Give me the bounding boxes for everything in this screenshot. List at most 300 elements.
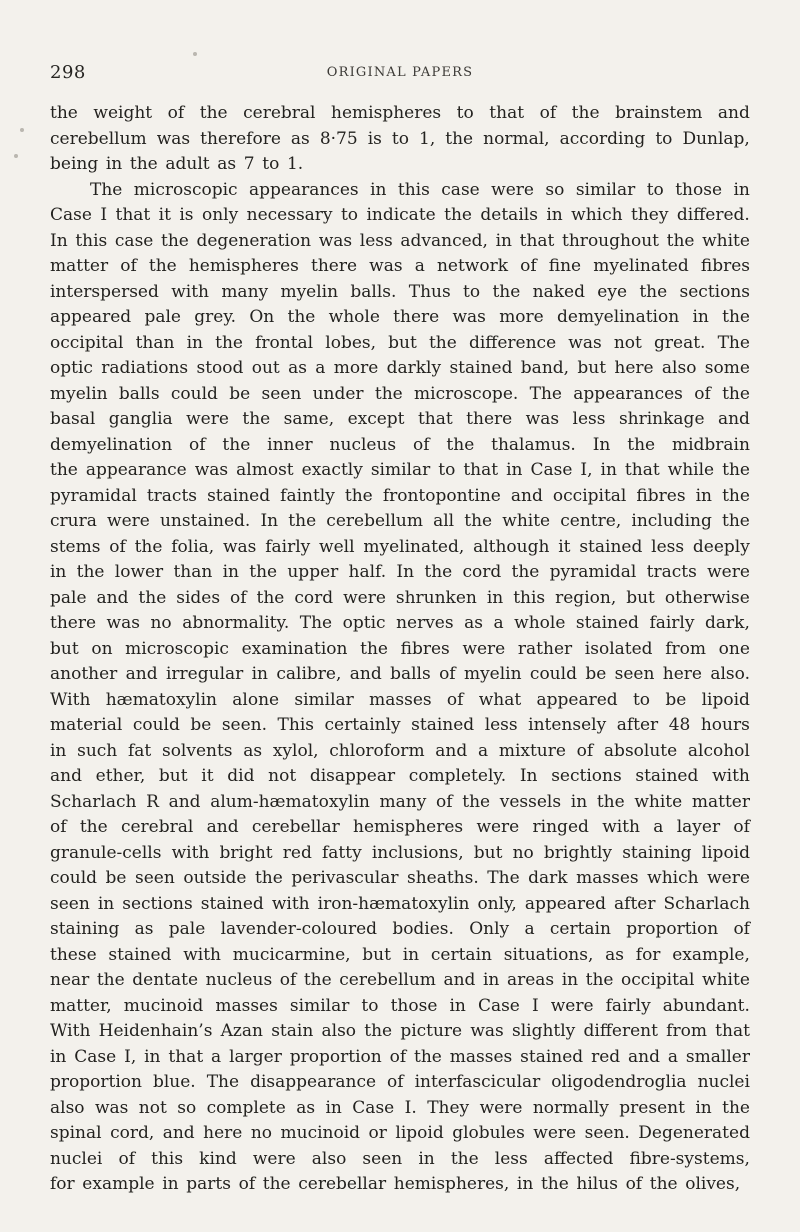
word: darkly <box>386 358 442 378</box>
word: The <box>299 613 333 633</box>
word: of <box>694 383 711 404</box>
word: certainly <box>324 715 401 735</box>
word: although <box>473 536 550 557</box>
word: hemispheres <box>188 256 299 276</box>
word: With <box>50 1021 91 1041</box>
word: be <box>105 868 127 888</box>
word: Case <box>477 995 520 1016</box>
text-line <box>50 892 750 918</box>
word: 7 <box>243 154 255 174</box>
word: from <box>666 1021 707 1041</box>
text-line <box>50 917 750 943</box>
word: the <box>249 562 278 582</box>
scan-speck <box>20 128 24 132</box>
word: In <box>260 511 279 531</box>
word: or <box>368 1123 387 1143</box>
word: sections <box>551 766 622 786</box>
word: proportion <box>50 1072 142 1092</box>
word: also <box>321 1021 357 1041</box>
word: and <box>443 970 476 990</box>
word: of <box>50 817 67 837</box>
word: They <box>427 1097 470 1118</box>
word: the <box>462 791 491 812</box>
word: as <box>605 944 625 965</box>
word: could <box>170 383 218 404</box>
word: sections <box>679 281 750 302</box>
word: the <box>571 103 600 123</box>
word: in <box>506 460 523 480</box>
word: also. <box>710 664 750 684</box>
word: 48 <box>668 715 691 735</box>
word: well <box>319 536 355 557</box>
word: mixture <box>498 740 566 761</box>
word: isolated <box>584 638 653 659</box>
word: with <box>171 842 210 863</box>
word: This <box>277 715 314 735</box>
word: and <box>162 1123 195 1143</box>
word: larger <box>229 1046 282 1067</box>
word: crura <box>50 511 97 531</box>
word: the <box>288 511 317 531</box>
text-line <box>50 509 750 535</box>
text-line <box>50 203 750 229</box>
word: in <box>144 1046 161 1067</box>
word: in <box>251 664 269 684</box>
word: myelin <box>463 664 522 684</box>
word: normal, <box>483 128 550 149</box>
word: also <box>50 1097 85 1118</box>
word: here <box>662 664 702 684</box>
word: but <box>362 944 391 965</box>
word: less <box>359 230 393 251</box>
word: also <box>661 358 697 378</box>
word: Scharlach <box>663 893 750 914</box>
text-line <box>50 1172 750 1198</box>
word: hæmatoxylin <box>105 689 217 710</box>
word: cerebellar <box>251 817 340 837</box>
word: a <box>524 919 535 939</box>
word: shrunken <box>395 587 477 608</box>
word: fairly <box>605 995 651 1016</box>
word: picture <box>400 1021 463 1041</box>
word: there <box>393 307 440 327</box>
text-line <box>50 688 750 714</box>
word: that <box>115 205 151 225</box>
word: folia, <box>171 536 215 557</box>
word: cerebral <box>243 103 316 123</box>
word: such <box>77 740 118 761</box>
word: not <box>613 332 642 353</box>
word: and <box>96 587 129 608</box>
word: more <box>333 358 379 378</box>
word: present <box>619 1097 685 1118</box>
word: and <box>435 740 468 761</box>
word: chloroform <box>329 740 425 761</box>
word: the <box>148 256 177 276</box>
word: seen <box>135 868 175 888</box>
word: in <box>449 995 466 1016</box>
word: completely. <box>408 766 507 786</box>
word: appearances <box>573 383 683 404</box>
word: pale <box>168 919 206 939</box>
word: a <box>211 1046 222 1067</box>
word: material <box>50 715 123 735</box>
text-line <box>50 101 750 127</box>
word: the <box>540 1174 569 1194</box>
word: tracts <box>646 562 697 582</box>
word: proportion <box>626 919 719 939</box>
word: a <box>315 358 326 378</box>
word: the <box>129 154 158 174</box>
word: stained <box>520 1046 584 1067</box>
word: masses <box>449 1046 513 1067</box>
word: the <box>199 103 228 123</box>
word: disappearance <box>250 1072 377 1092</box>
word: but <box>388 332 417 353</box>
word: so <box>545 179 565 200</box>
word: vessels <box>499 791 562 812</box>
word: to <box>391 128 409 149</box>
word: lipoid <box>395 1123 444 1143</box>
word: the <box>222 434 251 455</box>
word: slightly <box>511 1021 576 1041</box>
word: only <box>201 205 239 225</box>
word: than <box>135 332 175 353</box>
word: Dunlap, <box>682 128 750 149</box>
word: more <box>499 307 544 327</box>
word: the <box>50 103 78 123</box>
word: sides <box>176 587 221 608</box>
word: stained <box>449 358 513 378</box>
word: of <box>413 434 430 455</box>
word: in <box>482 970 500 990</box>
word: the <box>722 511 750 531</box>
word: outside <box>183 868 247 888</box>
word: radiations <box>101 358 189 378</box>
word: from <box>665 638 706 659</box>
word: blue. <box>152 1072 196 1092</box>
word: normally <box>532 1097 609 1118</box>
word: appeared <box>524 893 607 914</box>
word: the <box>79 817 108 837</box>
word: ganglia <box>108 409 173 429</box>
text-line <box>50 433 750 459</box>
text-line <box>50 560 750 586</box>
word: was <box>525 409 560 429</box>
word: in <box>733 179 750 200</box>
word: On <box>249 307 275 327</box>
word: Thus <box>408 281 451 302</box>
word: fibre-systems, <box>629 1148 750 1169</box>
word: in <box>486 587 504 608</box>
word: differed. <box>676 205 750 225</box>
word: eye <box>597 281 628 302</box>
word: matter <box>50 256 109 276</box>
word: demyelination <box>50 434 173 455</box>
word: Case <box>530 460 573 480</box>
body-text <box>50 101 750 1198</box>
word: fibres <box>400 638 450 659</box>
word: in <box>516 1174 534 1194</box>
text-line <box>50 229 750 255</box>
word: in <box>325 1097 342 1118</box>
text-line <box>50 586 750 612</box>
word: naked <box>532 281 585 302</box>
word: optic <box>50 358 93 378</box>
word: were <box>707 868 750 888</box>
word: complete <box>206 1097 286 1118</box>
word: the <box>424 562 453 582</box>
word: in <box>495 230 512 251</box>
word: In <box>592 434 611 455</box>
word: myelin <box>280 281 339 302</box>
word: the <box>256 587 285 608</box>
word: globules <box>452 1123 525 1143</box>
word: xylol, <box>272 740 319 761</box>
word: near <box>50 970 90 990</box>
word: case <box>441 179 480 200</box>
word: shrinkage <box>618 409 705 429</box>
running-head: ORIGINAL PAPERS <box>326 65 474 80</box>
word: the <box>262 1174 291 1194</box>
word: were <box>491 179 534 200</box>
word: frontal <box>255 332 314 353</box>
word: is <box>179 205 194 225</box>
word: in <box>402 944 420 965</box>
word: half. <box>348 562 387 582</box>
word: what <box>478 689 522 710</box>
word: to <box>340 205 359 225</box>
word: which <box>647 868 699 888</box>
word: the <box>76 562 105 582</box>
text-line <box>50 943 750 969</box>
word: was <box>222 536 257 557</box>
word: a <box>414 256 425 276</box>
word: I, <box>124 1046 137 1067</box>
word: similar <box>289 995 350 1016</box>
word: matter <box>691 791 750 812</box>
text-line <box>50 305 750 331</box>
word: in <box>695 485 713 506</box>
word: granule-cells <box>50 842 162 863</box>
word: mucinoid <box>123 995 204 1016</box>
word: 8·75 <box>319 128 358 149</box>
word: myelinated, <box>363 536 465 557</box>
word: affected <box>543 1148 614 1169</box>
word: the <box>242 409 271 429</box>
word: stained <box>635 766 699 786</box>
word: was <box>318 230 353 251</box>
word: advanced, <box>400 230 488 251</box>
word: as <box>290 128 310 149</box>
word: nuclei <box>50 1148 103 1169</box>
word: stained <box>575 613 639 633</box>
word: exactly <box>301 460 363 480</box>
text-line <box>50 1045 750 1071</box>
word: fibres <box>700 256 750 276</box>
word: the <box>446 434 475 455</box>
word: sections <box>122 893 193 914</box>
word: faintly <box>280 485 335 506</box>
word: to <box>463 281 481 302</box>
word: appearances <box>249 179 359 200</box>
word: to <box>262 154 280 174</box>
text-line <box>50 739 750 765</box>
word: the <box>360 638 388 659</box>
word: 1, <box>419 128 436 149</box>
word: were <box>252 1148 296 1169</box>
word: of <box>625 1174 643 1194</box>
word: brainstem <box>615 103 703 123</box>
word: similar <box>370 460 431 480</box>
word: many <box>221 281 269 302</box>
word: same, <box>283 409 335 429</box>
text-line <box>50 1121 750 1147</box>
word: so <box>177 1097 197 1118</box>
word: after <box>616 715 659 735</box>
word: thalamus. <box>491 434 576 455</box>
word: on <box>91 638 113 659</box>
word: fatty <box>322 842 362 863</box>
word: difference <box>468 332 557 353</box>
word: and <box>717 103 750 123</box>
word: were <box>186 409 229 429</box>
word: stained <box>411 715 475 735</box>
word: layer <box>676 817 721 837</box>
word: parts <box>186 1174 231 1194</box>
word: the <box>639 281 668 302</box>
word: oligodendroglia <box>551 1072 687 1092</box>
word: Degenerated <box>638 1123 750 1143</box>
word: less <box>484 715 518 735</box>
word: With <box>50 689 91 710</box>
word: here <box>614 358 654 378</box>
word: lavender-coloured <box>220 919 378 939</box>
word: hours <box>700 715 750 735</box>
word: The <box>90 179 123 200</box>
word: therefore <box>200 128 281 149</box>
word: the <box>254 868 283 888</box>
word: perivascular <box>291 868 399 888</box>
word: one <box>718 638 750 659</box>
word: of <box>446 689 464 710</box>
word: were <box>550 995 594 1016</box>
word: midbrain <box>671 434 750 455</box>
word: while <box>667 460 715 480</box>
word: example, <box>672 944 750 965</box>
word: under <box>312 383 364 404</box>
word: Case <box>352 1097 395 1118</box>
word: many <box>379 791 427 812</box>
word: and <box>717 409 750 429</box>
word: in <box>692 307 709 327</box>
word: were <box>476 817 520 837</box>
text-line <box>50 458 750 484</box>
word: Heidenhain’s <box>98 1021 213 1041</box>
word: no <box>150 613 172 633</box>
word: whole <box>514 613 566 633</box>
text-line <box>50 713 750 739</box>
word: according <box>559 128 646 149</box>
word: that <box>417 409 453 429</box>
word: stained <box>207 485 271 506</box>
word: frontopontine <box>382 485 501 506</box>
word: and <box>125 664 158 684</box>
word: white <box>502 511 551 531</box>
word: cerebellum <box>339 970 436 990</box>
word: did <box>227 766 255 786</box>
word: the <box>374 383 403 404</box>
word: with <box>171 281 209 302</box>
word: the <box>428 332 457 353</box>
text-line <box>50 484 750 510</box>
word: grey. <box>194 307 237 327</box>
word: adult <box>165 154 210 174</box>
text-line <box>50 611 750 637</box>
word: region, <box>555 587 617 608</box>
word: of <box>120 256 137 276</box>
word: to <box>632 689 651 710</box>
word: but <box>577 358 607 378</box>
word: this <box>397 179 430 200</box>
word: balls <box>390 664 431 684</box>
word: to <box>361 995 379 1016</box>
word: the <box>649 1174 678 1194</box>
word: basal <box>50 409 96 429</box>
word: to <box>655 128 673 149</box>
word: fat <box>127 740 152 761</box>
word: were <box>479 1097 523 1118</box>
word: as <box>134 919 154 939</box>
word: unstained. <box>159 511 251 531</box>
word: the <box>344 485 373 506</box>
word: stained <box>108 944 172 965</box>
word: lower <box>114 562 164 582</box>
text-line <box>50 382 750 408</box>
word: this <box>151 1148 184 1169</box>
word: with <box>271 893 310 914</box>
word: out <box>251 358 280 378</box>
word: in <box>546 205 563 225</box>
word: of <box>167 103 185 123</box>
word: Scharlach <box>50 791 137 812</box>
word: abnormality. <box>182 613 290 633</box>
page-header <box>50 62 750 82</box>
word: nerves <box>396 613 454 633</box>
word: there <box>311 256 358 276</box>
word: could <box>529 664 577 684</box>
word: but <box>158 766 188 786</box>
word: solvents <box>161 740 233 761</box>
word: deeply <box>692 536 750 557</box>
word: band, <box>520 358 570 378</box>
word: that <box>168 1046 204 1067</box>
text-line <box>50 1070 750 1096</box>
word: of <box>436 791 453 812</box>
word: was <box>568 332 602 353</box>
word: fairly <box>649 613 695 633</box>
word: masses <box>369 689 432 710</box>
word: for <box>50 1174 75 1194</box>
word: seen <box>362 1148 403 1169</box>
word: seen. <box>221 715 268 735</box>
word: stain <box>271 1021 314 1041</box>
word: in <box>97 893 115 914</box>
word: In <box>396 562 415 582</box>
word: nuclei <box>697 1072 750 1092</box>
word: not <box>138 1097 167 1118</box>
word: similar <box>294 689 354 710</box>
